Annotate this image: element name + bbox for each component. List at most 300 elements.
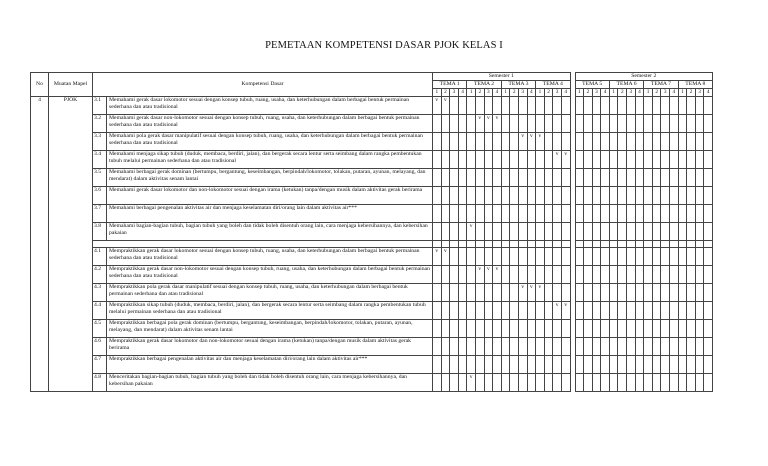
week-cell: [584, 266, 593, 284]
kd-code: 4.3: [93, 284, 107, 302]
week-cell: [458, 97, 467, 115]
spacer-cell: [695, 241, 704, 248]
week-cell: [704, 151, 713, 169]
week-cell: [584, 374, 593, 392]
week-cell: [501, 374, 510, 392]
week-cell: [652, 187, 661, 205]
week-cell: [584, 223, 593, 241]
week-cell: [553, 133, 562, 151]
week-cell: [501, 284, 510, 302]
week-cell: [467, 115, 476, 133]
spacer-cell: [553, 241, 562, 248]
week-cell: [561, 115, 570, 133]
week-cell: [704, 169, 713, 187]
week-cell: [584, 97, 593, 115]
week-cell: [635, 266, 644, 284]
week-cell: [467, 356, 476, 374]
week-cell: [501, 133, 510, 151]
header-week: 4: [527, 89, 536, 97]
week-cell: [652, 223, 661, 241]
week-cell: [458, 320, 467, 338]
week-cell: [618, 320, 627, 338]
week-cell: [695, 115, 704, 133]
week-cell: [510, 356, 519, 374]
week-cell: [553, 284, 562, 302]
week-cell: [601, 338, 610, 356]
week-cell: [652, 338, 661, 356]
header-week: 2: [687, 89, 696, 97]
week-cell: [575, 284, 584, 302]
week-cell: [484, 187, 493, 205]
week-cell: [536, 266, 545, 284]
header-week: 3: [484, 89, 493, 97]
week-cell: [441, 338, 450, 356]
week-cell: [644, 266, 653, 284]
week-cell: [553, 115, 562, 133]
check-mark: v: [527, 133, 536, 151]
week-cell: [618, 266, 627, 284]
week-cell: [652, 169, 661, 187]
header-week: 1: [609, 89, 618, 97]
week-cell: [661, 338, 670, 356]
week-cell: [510, 205, 519, 223]
week-cell: [536, 151, 545, 169]
week-cell: [627, 320, 636, 338]
week-cell: [493, 223, 502, 241]
header-week: 1: [467, 89, 476, 97]
header-week: 2: [584, 89, 593, 97]
week-cell: [536, 205, 545, 223]
week-cell: [510, 133, 519, 151]
week-cell: [661, 205, 670, 223]
week-cell: [501, 356, 510, 374]
week-cell: [493, 338, 502, 356]
week-cell: [592, 205, 601, 223]
header-tema-4: TEMA 4: [536, 81, 570, 89]
week-cell: [441, 223, 450, 241]
week-cell: [661, 187, 670, 205]
week-cell: [575, 338, 584, 356]
week-cell: [458, 302, 467, 320]
week-cell: [544, 320, 553, 338]
week-cell: [670, 151, 679, 169]
kd-code: 4.6: [93, 338, 107, 356]
week-cell: [584, 187, 593, 205]
week-cell: [450, 338, 459, 356]
spacer-cell: [670, 241, 679, 248]
week-cell: [670, 248, 679, 266]
kd-description: Mempraktikkan gerak dasar lokomotor dan non-lokomotor sesuai dengan irama (ketukan) tanpa/dengan musik dalam aktivitas gerak berirama: [107, 338, 433, 356]
week-cell: [695, 266, 704, 284]
week-cell: [527, 223, 536, 241]
week-cell: [687, 266, 696, 284]
check-mark: v: [553, 302, 562, 320]
week-cell: [609, 115, 618, 133]
week-cell: [458, 133, 467, 151]
week-cell: [661, 320, 670, 338]
week-cell: [601, 97, 610, 115]
spacer-cell: [527, 241, 536, 248]
week-cell: [644, 223, 653, 241]
spacer-cell: [450, 241, 459, 248]
week-cell: [510, 223, 519, 241]
week-cell: [536, 223, 545, 241]
header-week: 1: [501, 89, 510, 97]
check-mark: v: [518, 284, 527, 302]
week-cell: [575, 133, 584, 151]
table-row: [31, 284, 713, 302]
spacer-cell: [661, 241, 670, 248]
week-cell: [670, 266, 679, 284]
week-cell: [627, 266, 636, 284]
week-cell: [652, 248, 661, 266]
week-cell: [441, 302, 450, 320]
week-cell: [458, 338, 467, 356]
week-cell: [592, 169, 601, 187]
week-cell: [518, 356, 527, 374]
week-cell: [501, 187, 510, 205]
week-cell: [575, 374, 584, 392]
week-cell: [652, 266, 661, 284]
header-week: 1: [575, 89, 584, 97]
kd-code: 4.2: [93, 266, 107, 284]
spacer-cell: [544, 241, 553, 248]
check-mark: v: [561, 302, 570, 320]
header-week: 3: [627, 89, 636, 97]
week-cell: [627, 205, 636, 223]
week-cell: [536, 97, 545, 115]
week-cell: [484, 133, 493, 151]
check-mark: v: [475, 266, 484, 284]
week-cell: [601, 187, 610, 205]
header-week: 3: [553, 89, 562, 97]
week-cell: [678, 266, 687, 284]
table-row: [31, 320, 713, 338]
week-cell: [644, 284, 653, 302]
week-cell: [584, 115, 593, 133]
week-cell: [618, 133, 627, 151]
week-cell: [501, 151, 510, 169]
week-cell: [450, 97, 459, 115]
week-cell: [433, 205, 442, 223]
header-semester-2: Semester 2: [575, 73, 713, 81]
week-cell: [627, 97, 636, 115]
week-cell: [467, 320, 476, 338]
week-cell: [635, 151, 644, 169]
week-cell: [687, 97, 696, 115]
week-cell: [527, 374, 536, 392]
week-cell: [584, 248, 593, 266]
week-cell: [553, 356, 562, 374]
week-cell: [627, 302, 636, 320]
week-cell: [458, 205, 467, 223]
week-cell: [518, 320, 527, 338]
week-cell: [661, 223, 670, 241]
week-cell: [561, 284, 570, 302]
week-cell: [670, 205, 679, 223]
table-row: [31, 169, 713, 187]
week-cell: [475, 133, 484, 151]
header-tema-2: TEMA 2: [467, 81, 501, 89]
kd-code: 3.7: [93, 205, 107, 223]
week-cell: [609, 187, 618, 205]
week-cell: [635, 356, 644, 374]
week-cell: [644, 374, 653, 392]
week-cell: [601, 133, 610, 151]
week-cell: [553, 320, 562, 338]
week-cell: [635, 115, 644, 133]
week-cell: [695, 338, 704, 356]
week-cell: [441, 187, 450, 205]
week-cell: [493, 284, 502, 302]
spacer-cell: [704, 241, 713, 248]
week-cell: [475, 320, 484, 338]
week-cell: [584, 320, 593, 338]
week-cell: [467, 205, 476, 223]
week-cell: [575, 223, 584, 241]
week-cell: [527, 338, 536, 356]
week-cell: [544, 205, 553, 223]
week-cell: [618, 97, 627, 115]
header-week: 1: [644, 89, 653, 97]
week-cell: [687, 338, 696, 356]
spacer-cell: [678, 241, 687, 248]
week-cell: [458, 187, 467, 205]
week-cell: [575, 356, 584, 374]
week-cell: [518, 187, 527, 205]
week-cell: [644, 151, 653, 169]
week-cell: [518, 97, 527, 115]
week-cell: [501, 223, 510, 241]
week-cell: [678, 356, 687, 374]
week-cell: [695, 223, 704, 241]
table-row: [31, 248, 713, 266]
week-cell: [704, 302, 713, 320]
week-cell: [687, 133, 696, 151]
week-cell: [618, 223, 627, 241]
week-cell: [458, 266, 467, 284]
week-cell: [627, 187, 636, 205]
week-cell: [592, 115, 601, 133]
week-cell: [527, 187, 536, 205]
week-cell: [561, 338, 570, 356]
week-cell: [458, 115, 467, 133]
week-cell: [695, 169, 704, 187]
week-cell: [544, 356, 553, 374]
week-cell: [510, 338, 519, 356]
week-cell: [609, 205, 618, 223]
week-cell: [575, 248, 584, 266]
week-cell: [518, 374, 527, 392]
check-mark: v: [441, 97, 450, 115]
week-cell: [627, 133, 636, 151]
week-cell: [450, 302, 459, 320]
week-cell: [544, 266, 553, 284]
spacer-cell: [518, 241, 527, 248]
week-cell: [510, 187, 519, 205]
spacer-cell: [493, 241, 502, 248]
week-cell: [695, 374, 704, 392]
week-cell: [544, 169, 553, 187]
week-cell: [527, 169, 536, 187]
kd-code: 4.5: [93, 320, 107, 338]
header-muatan-mapel: Muatan Mapel: [49, 73, 93, 97]
spacer-cell: [601, 241, 610, 248]
week-cell: [433, 266, 442, 284]
week-cell: [592, 356, 601, 374]
week-cell: [618, 302, 627, 320]
week-cell: [592, 320, 601, 338]
table-row: [31, 115, 713, 133]
week-cell: [584, 284, 593, 302]
header-week: 1: [433, 89, 442, 97]
week-cell: [441, 356, 450, 374]
week-cell: [661, 248, 670, 266]
header-week: 4: [635, 89, 644, 97]
week-cell: [695, 133, 704, 151]
week-cell: [518, 248, 527, 266]
week-cell: [618, 205, 627, 223]
week-cell: [561, 133, 570, 151]
week-cell: [592, 302, 601, 320]
week-cell: [536, 115, 545, 133]
spacer-cell: [441, 241, 450, 248]
week-cell: [584, 356, 593, 374]
week-cell: [652, 151, 661, 169]
week-cell: [433, 320, 442, 338]
week-cell: [450, 151, 459, 169]
spacer-cell: [536, 241, 545, 248]
week-cell: [484, 205, 493, 223]
week-cell: [544, 187, 553, 205]
week-cell: [635, 187, 644, 205]
week-cell: [601, 356, 610, 374]
week-cell: [441, 205, 450, 223]
week-cell: [458, 223, 467, 241]
week-cell: [475, 248, 484, 266]
week-cell: [441, 374, 450, 392]
header-semester-1: Semester 1: [433, 73, 571, 81]
week-cell: [627, 374, 636, 392]
week-cell: [661, 115, 670, 133]
week-cell: [484, 356, 493, 374]
week-cell: [518, 169, 527, 187]
week-cell: [493, 151, 502, 169]
week-cell: [678, 115, 687, 133]
week-cell: [652, 115, 661, 133]
week-cell: [695, 97, 704, 115]
week-cell: [678, 223, 687, 241]
week-cell: [661, 151, 670, 169]
kd-description: Mempraktikkan gerak dasar lokomotor sesuai dengan konsep tubuh, ruang, usaha, dan keterhubungan dalam berbagai bentuk permainan sederhana dan atau tradisional: [107, 248, 433, 266]
spacer-cell: [592, 241, 601, 248]
week-cell: [561, 266, 570, 284]
week-cell: [450, 248, 459, 266]
spacer-cell: [510, 241, 519, 248]
week-cell: [575, 266, 584, 284]
week-cell: [458, 151, 467, 169]
kd-description: Mempraktikkan gerak dasar non-lokomotor sesuai dengan konsep tubuh, ruang, usaha, dan keterhubungan dalam berbagai bentuk permainan sederhana dan atau tradisional: [107, 266, 433, 284]
kd-description: Menceritakan bagian-bagian tubuh, bagian tubuh yang boleh dan tidak boleh disentuh orang lain, cara menjaga kebersihannya, dan kebersihan pakaian: [107, 374, 433, 392]
header-kompetensi-dasar: Kompetensi Dasar: [93, 73, 433, 97]
week-cell: [544, 151, 553, 169]
week-cell: [695, 320, 704, 338]
week-cell: [475, 302, 484, 320]
week-cell: [661, 266, 670, 284]
week-cell: [704, 284, 713, 302]
week-cell: [458, 374, 467, 392]
header-week: 4: [601, 89, 610, 97]
week-cell: [644, 187, 653, 205]
week-cell: [592, 151, 601, 169]
week-cell: [433, 223, 442, 241]
week-cell: [609, 266, 618, 284]
document-title: PEMETAAN KOMPETENSI DASAR PJOK KELAS I: [265, 40, 503, 51]
week-cell: [670, 97, 679, 115]
week-cell: [584, 302, 593, 320]
week-cell: [592, 284, 601, 302]
spacer-cell: [458, 241, 467, 248]
header-no: No: [31, 73, 49, 97]
week-cell: [510, 248, 519, 266]
week-cell: [493, 302, 502, 320]
week-cell: [704, 223, 713, 241]
check-mark: v: [441, 248, 450, 266]
week-cell: [536, 187, 545, 205]
week-cell: [501, 320, 510, 338]
spacer-cell: [644, 241, 653, 248]
week-cell: [678, 187, 687, 205]
week-cell: [635, 205, 644, 223]
week-cell: [609, 248, 618, 266]
week-cell: [618, 151, 627, 169]
week-cell: [575, 97, 584, 115]
kd-code: 4.7: [93, 356, 107, 374]
week-cell: [501, 302, 510, 320]
week-cell: [561, 320, 570, 338]
week-cell: [510, 320, 519, 338]
week-cell: [592, 187, 601, 205]
week-cell: [704, 320, 713, 338]
week-cell: [584, 133, 593, 151]
week-cell: [544, 115, 553, 133]
spacer-cell: [561, 241, 570, 248]
week-cell: [484, 248, 493, 266]
week-cell: [592, 223, 601, 241]
week-cell: [575, 151, 584, 169]
week-cell: [553, 338, 562, 356]
week-cell: [678, 97, 687, 115]
week-cell: [704, 338, 713, 356]
week-cell: [501, 266, 510, 284]
week-cell: [544, 374, 553, 392]
week-cell: [678, 205, 687, 223]
week-cell: [670, 374, 679, 392]
week-cell: [678, 320, 687, 338]
week-cell: [678, 302, 687, 320]
table-row: [31, 356, 713, 374]
week-cell: [433, 133, 442, 151]
spacer-cell: [484, 241, 493, 248]
header-week: 3: [661, 89, 670, 97]
check-mark: v: [467, 223, 476, 241]
subject-name: PJOK: [49, 97, 93, 392]
week-cell: [458, 169, 467, 187]
week-cell: [687, 187, 696, 205]
week-cell: [652, 284, 661, 302]
week-cell: [518, 115, 527, 133]
week-cell: [592, 248, 601, 266]
